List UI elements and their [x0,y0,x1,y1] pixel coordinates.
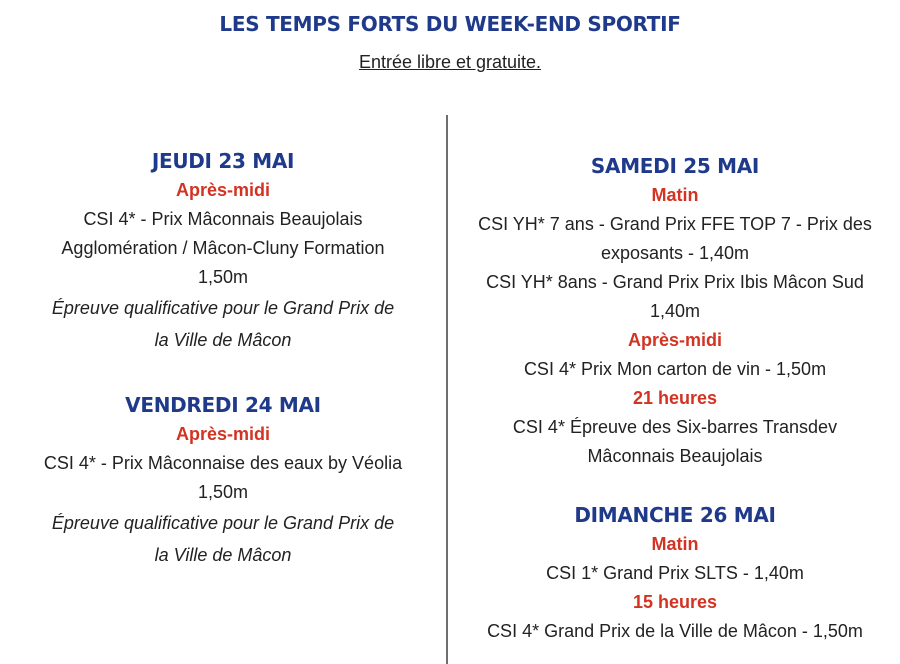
day-section-sunday [450,500,900,646]
event-line: CSI YH* 8ans - Grand Prix Prix Ibis Mâcon Sud [486,272,864,292]
day-heading: JEUDI 23 MAI [151,149,295,173]
day-heading: DIMANCHE 26 MAI [574,503,776,527]
event-line: 1,50m [197,482,249,502]
time-slot: Matin [651,534,699,554]
qualifier-note: la Ville de Mâcon [154,545,292,565]
time-slot: Après-midi [175,180,271,200]
right-column [450,151,900,646]
day-section-thursday [0,146,446,356]
event-line: Agglomération / Mâcon-Cluny Formation [61,238,385,258]
event-line: exposants - 1,40m [600,243,750,263]
day-section-friday [0,390,446,571]
entry-note: Entrée libre et gratuite. [358,52,542,72]
column-divider [446,115,448,664]
time-slot: 21 heures [632,388,718,408]
event-line: CSI YH* 7 ans - Grand Prix FFE TOP 7 - Prix des [478,214,872,234]
time-slot: Matin [651,185,699,205]
qualifier-note: la Ville de Mâcon [154,330,292,350]
event-line: CSI 4* Prix Mon carton de vin - 1,50m [523,359,827,379]
time-slot: Après-midi [175,424,271,444]
time-slot: 15 heures [632,592,718,612]
event-line: CSI 4* - Prix Mâconnais Beaujolais [83,209,363,229]
day-heading: VENDREDI 24 MAI [125,393,321,417]
day-section-saturday [450,151,900,471]
event-line: Mâconnais Beaujolais [587,446,763,466]
event-line: CSI 4* Épreuve des Six-barres Transdev [512,417,838,437]
header [0,12,900,73]
page-title: LES TEMPS FORTS DU WEEK-END SPORTIF [219,12,681,36]
event-line: 1,40m [649,301,701,321]
time-slot: Après-midi [627,330,723,350]
day-heading: SAMEDI 25 MAI [590,154,760,178]
left-column [0,146,446,571]
event-line: CSI 4* Grand Prix de la Ville de Mâcon - 1,50m [487,621,863,641]
event-line: 1,50m [197,267,249,287]
qualifier-note: Épreuve qualificative pour le Grand Prix de [51,298,395,318]
event-line: CSI 4* - Prix Mâconnaise des eaux by Véolia [43,453,403,473]
qualifier-note: Épreuve qualificative pour le Grand Prix de [51,513,395,533]
event-line: CSI 1* Grand Prix SLTS - 1,40m [546,563,804,583]
